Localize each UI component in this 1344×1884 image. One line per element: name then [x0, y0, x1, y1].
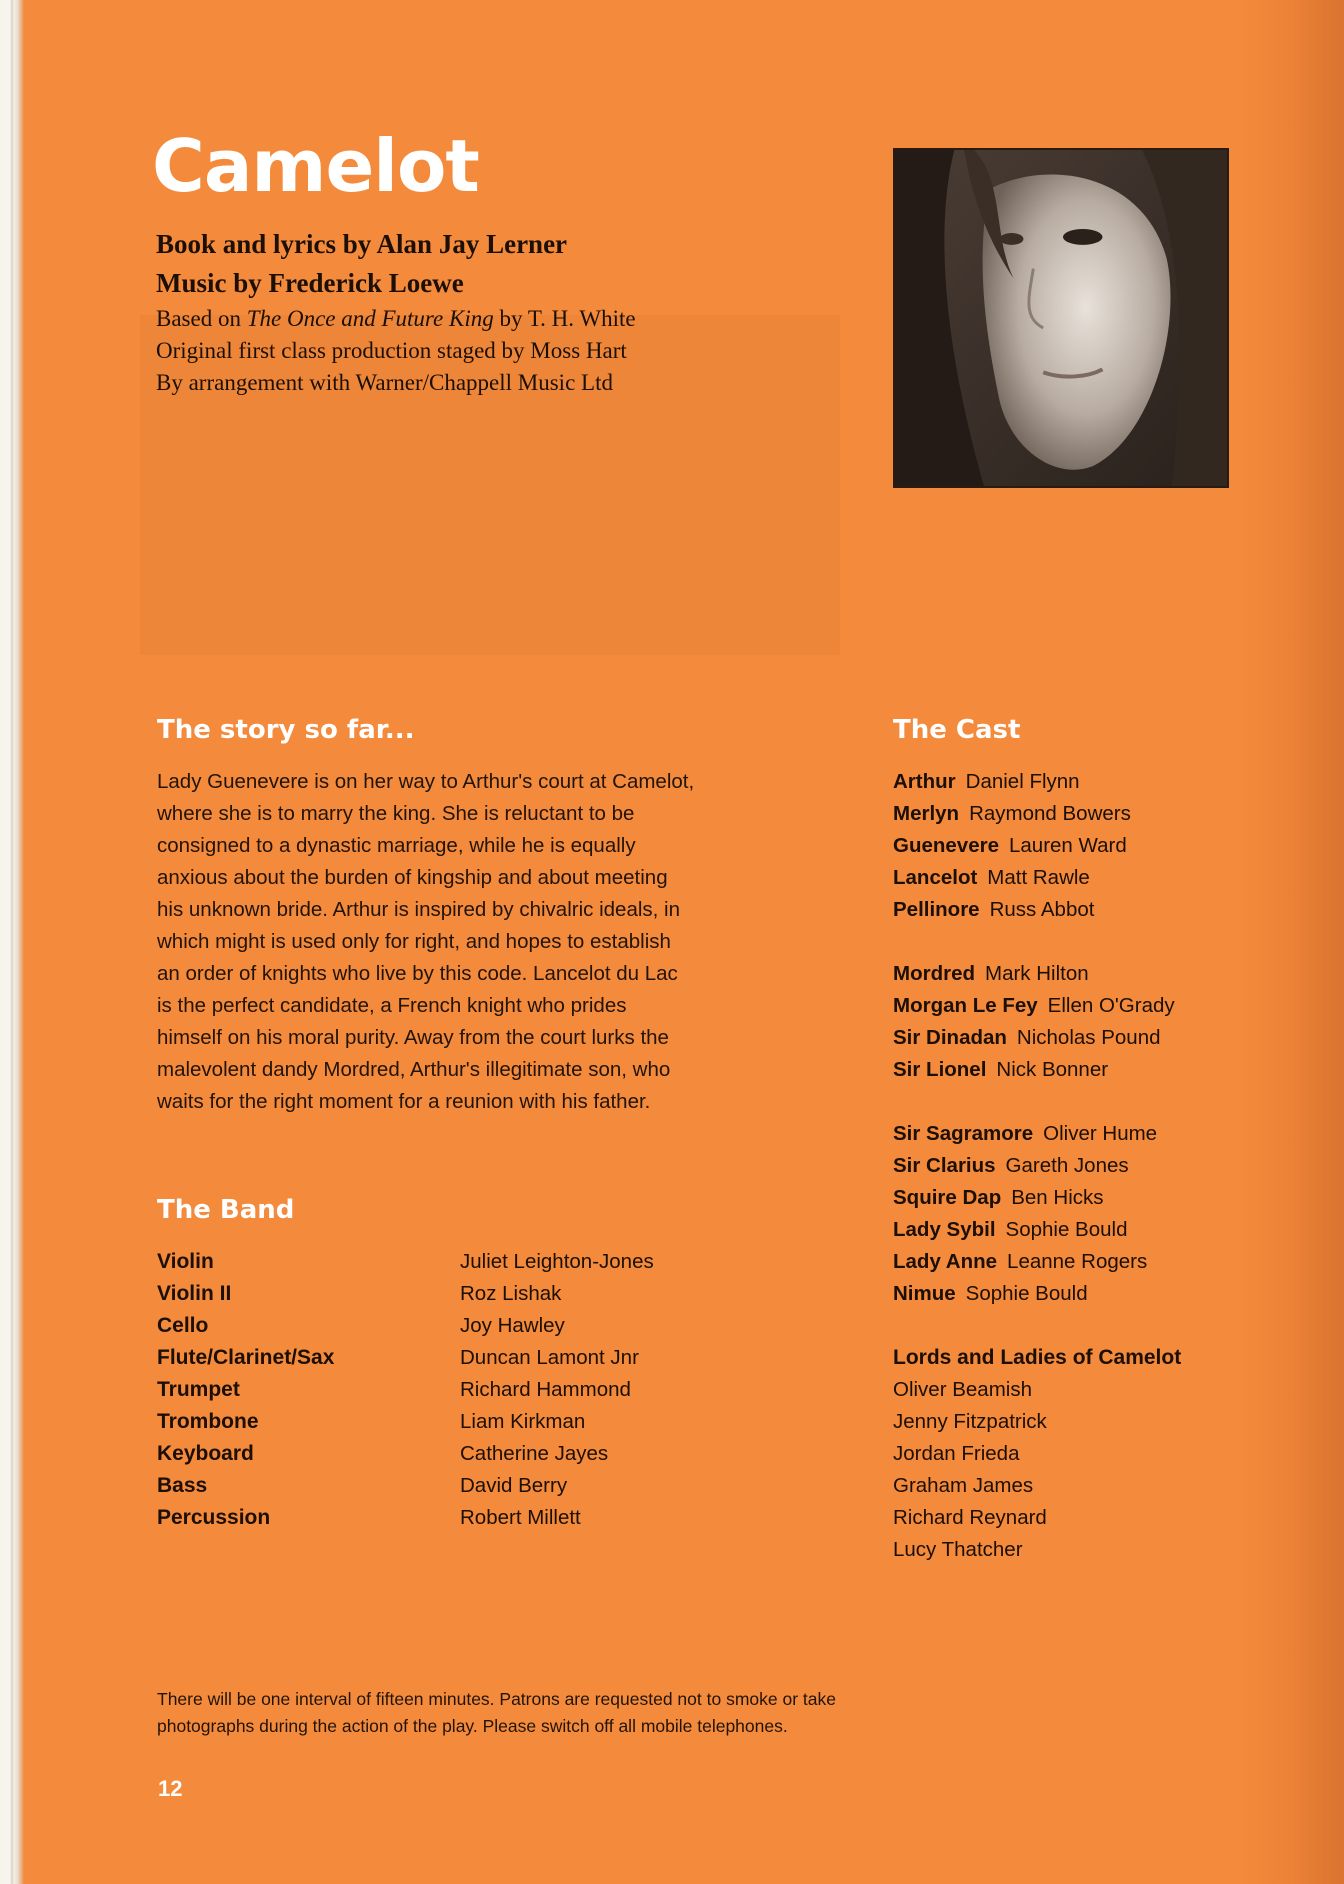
cast-row — [893, 830, 1293, 862]
portrait-photo — [893, 148, 1229, 488]
credit-based-on — [156, 303, 636, 335]
ensemble-member: Jordan Frieda — [893, 1442, 1020, 1465]
cast-role: Lancelot — [893, 866, 978, 889]
band-player: Catherine Jayes — [460, 1442, 609, 1465]
band-row — [157, 1278, 717, 1310]
cast-row — [893, 1246, 1293, 1278]
story-text: Lady Guenevere is on her way to Arthur's court at Camelot, where she is to marry the king. She is reluctant to be consigned to a dynastic marriage, while he is equally anxious about the burden of kingship and about meeting his unknown bride. Arthur is inspired by chivalric ideals, in which might is used only for right, and hopes to establish an order of knights who live by this code. Lancelot du Lac is the perfect candidate, a French knight who prides himself on his moral purity. Away from the court lurks the malevolent dandy Mordred, Arthur's illegitimate son, who waits for the right moment for a reunion with his father. — [157, 770, 695, 1113]
cast-group — [893, 958, 1293, 1086]
band-row — [157, 1438, 717, 1470]
cast-row — [893, 1054, 1293, 1086]
cast-actor: Leanne Rogers — [1007, 1250, 1148, 1273]
cast-heading: The Cast — [893, 715, 1021, 745]
cast-row — [893, 894, 1293, 926]
credits-block — [156, 225, 636, 399]
cast-row — [893, 958, 1293, 990]
cast-row — [893, 798, 1293, 830]
band-row — [157, 1406, 717, 1438]
cast-row — [893, 862, 1293, 894]
based-on-prefix: Based on — [156, 306, 247, 331]
credit-arrangement: By arrangement with Warner/Chappell Music Ltd — [156, 370, 613, 395]
cast-row — [893, 1118, 1293, 1150]
band-instrument: Violin — [157, 1250, 214, 1273]
cast-role: Arthur — [893, 770, 956, 793]
band-player: Robert Millett — [460, 1506, 581, 1529]
cast-role: Lady Sybil — [893, 1218, 996, 1241]
credit-staging: Original first class production staged by Moss Hart — [156, 338, 627, 363]
band-instrument: Cello — [157, 1314, 209, 1337]
cast-actor: Nicholas Pound — [1016, 1026, 1161, 1049]
story-heading: The story so far... — [157, 715, 415, 745]
cast-row — [893, 1022, 1293, 1054]
cast-role: Sir Lionel — [893, 1058, 987, 1081]
band-player: Richard Hammond — [460, 1378, 631, 1401]
lords-and-ladies-heading: Lords and Ladies of Camelot — [893, 1346, 1182, 1369]
cast-group — [893, 766, 1293, 926]
based-on-book-title: The Once and Future King — [246, 306, 494, 331]
cast-actor: Matt Rawle — [987, 866, 1090, 889]
ensemble-member: Richard Reynard — [893, 1506, 1047, 1529]
cast-actor: Lauren Ward — [1008, 834, 1127, 857]
cast-actor: Nick Bonner — [996, 1058, 1109, 1081]
cast-actor: Sophie Bould — [965, 1282, 1088, 1305]
band-player: Liam Kirkman — [460, 1410, 586, 1433]
cast-actor: Russ Abbot — [989, 898, 1095, 921]
cast-list — [893, 766, 1293, 1566]
band-row — [157, 1374, 717, 1406]
cast-row — [893, 1150, 1293, 1182]
cast-group — [893, 1118, 1293, 1310]
cast-row — [893, 1214, 1293, 1246]
ensemble-member: Oliver Beamish — [893, 1378, 1032, 1401]
band-list — [157, 1246, 717, 1534]
band-row — [157, 1342, 717, 1374]
band-instrument: Trombone — [157, 1410, 259, 1433]
band-player: Roz Lishak — [460, 1282, 562, 1305]
ensemble-member: Jenny Fitzpatrick — [893, 1410, 1047, 1433]
band-instrument: Percussion — [157, 1506, 271, 1529]
band-row — [157, 1310, 717, 1342]
cast-role: Lady Anne — [893, 1250, 998, 1273]
band-player: David Berry — [460, 1474, 568, 1497]
band-player: Joy Hawley — [460, 1314, 565, 1337]
cast-row — [893, 990, 1293, 1022]
based-on-suffix: by T. H. White — [493, 306, 636, 331]
cast-row — [893, 766, 1293, 798]
ensemble-member: Graham James — [893, 1474, 1034, 1497]
cast-actor: Ellen O'Grady — [1047, 994, 1175, 1017]
band-row — [157, 1470, 717, 1502]
band-row — [157, 1502, 717, 1534]
band-player: Duncan Lamont Jnr — [460, 1346, 639, 1369]
band-instrument: Trumpet — [157, 1378, 240, 1401]
cast-actor: Sophie Bould — [1005, 1218, 1128, 1241]
band-instrument: Violin II — [157, 1282, 232, 1305]
cast-actor: Daniel Flynn — [965, 770, 1080, 793]
cast-actor: Oliver Hume — [1043, 1122, 1158, 1145]
band-instrument: Bass — [157, 1474, 208, 1497]
page-title: Camelot — [152, 124, 479, 208]
interval-notice: There will be one interval of fifteen minutes. Patrons are requested not to smoke or take photographs during the action of the play. Please switch off all mobile telephones. — [157, 1689, 836, 1736]
cast-row — [893, 1278, 1293, 1310]
cast-role: Sir Clarius — [893, 1154, 996, 1177]
cast-role: Morgan Le Fey — [893, 994, 1038, 1017]
cast-role: Guenevere — [893, 834, 999, 857]
cast-role: Squire Dap — [893, 1186, 1002, 1209]
band-instrument: Keyboard — [157, 1442, 254, 1465]
ensemble-member: Lucy Thatcher — [893, 1538, 1023, 1561]
credit-book-lyrics: Book and lyrics by Alan Jay Lerner — [156, 229, 568, 259]
cast-actor: Gareth Jones — [1005, 1154, 1129, 1177]
band-heading: The Band — [157, 1195, 295, 1225]
cast-role: Nimue — [893, 1282, 956, 1305]
band-player: Juliet Leighton-Jones — [460, 1250, 654, 1273]
cast-role: Sir Sagramore — [893, 1122, 1034, 1145]
band-row — [157, 1246, 717, 1278]
cast-role: Sir Dinadan — [893, 1026, 1007, 1049]
cast-actor: Mark Hilton — [985, 962, 1089, 985]
page-number: 12 — [158, 1776, 183, 1801]
lords-and-ladies-group — [893, 1342, 1293, 1566]
cast-actor: Ben Hicks — [1011, 1186, 1104, 1209]
band-instrument: Flute/Clarinet/Sax — [157, 1346, 335, 1369]
credit-music: Music by Frederick Loewe — [156, 268, 464, 298]
cast-row — [893, 1182, 1293, 1214]
cast-role: Mordred — [893, 962, 975, 985]
cast-role: Pellinore — [893, 898, 980, 921]
cast-role: Merlyn — [893, 802, 960, 825]
cast-actor: Raymond Bowers — [969, 802, 1131, 825]
